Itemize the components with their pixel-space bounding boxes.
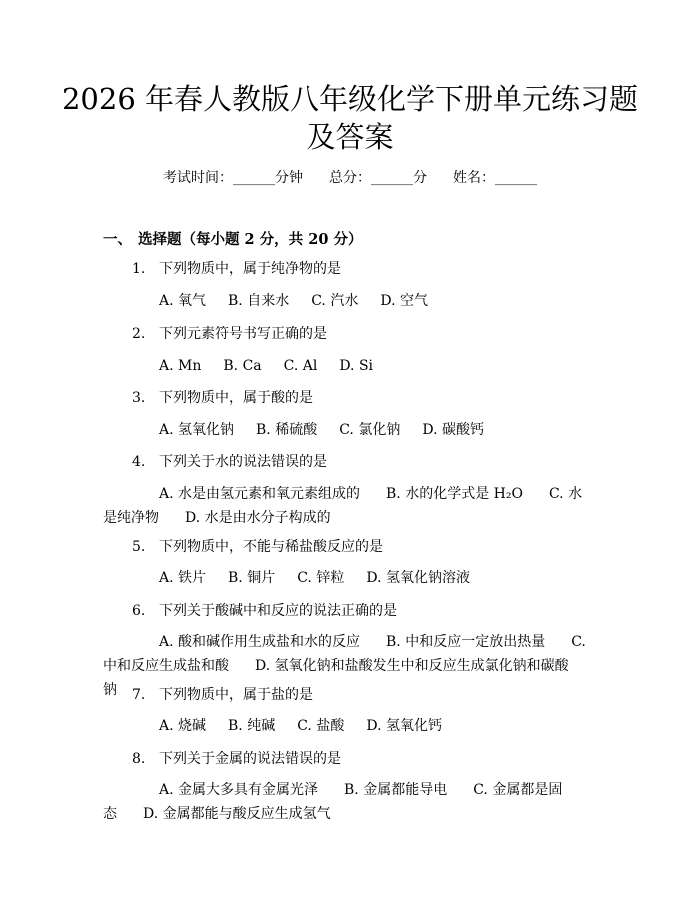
section-number: 一、 (103, 231, 132, 248)
option: D. 碳酸钙 (422, 422, 484, 438)
option: B. Ca (223, 358, 262, 374)
question-options (159, 567, 492, 589)
option: D. 水是由水分子构成的 (185, 510, 331, 526)
option: D. 氢氧化钠溶液 (366, 570, 470, 586)
question-stem (132, 323, 327, 345)
question-stem (132, 600, 397, 622)
question-text: 下列关于酸碱中和反应的说法正确的是 (159, 603, 397, 619)
question-stem (132, 387, 313, 409)
question-stem (132, 536, 383, 558)
question-text: 下列物质中，不能与稀盐酸反应的是 (159, 539, 383, 555)
question-options (159, 290, 450, 312)
option: A. Mn (159, 358, 202, 374)
option: C. Al (283, 358, 318, 374)
option: A. 金属大多具有金属光泽 (159, 782, 319, 798)
option: D. 金属都能与酸反应生成氢气 (143, 806, 331, 822)
question-options (103, 482, 593, 530)
option: C. 中和反应生成盐和酸 (103, 634, 586, 674)
option: C. 盐酸 (297, 718, 345, 734)
question-stem (132, 748, 341, 770)
option: C. 金属都是固态 (103, 782, 563, 822)
question-options (159, 715, 464, 737)
option: B. 纯碱 (228, 718, 276, 734)
question-number: 8. (132, 751, 146, 767)
exam-meta (0, 168, 700, 188)
question-stem (132, 684, 313, 706)
option: A. 烧碱 (159, 718, 207, 734)
question-number: 6. (132, 603, 146, 619)
option: B. 水的化学式是 H₂O (386, 486, 523, 502)
question-text: 下列物质中，属于纯净物的是 (159, 261, 341, 277)
question-text: 下列物质中，属于酸的是 (159, 390, 313, 406)
question-text: 下列元素符号书写正确的是 (159, 326, 327, 342)
question-number: 3. (132, 390, 146, 406)
question-stem (132, 451, 327, 473)
option: C. 氯化钠 (339, 422, 401, 438)
question-number: 7. (132, 687, 146, 703)
option: A. 氧气 (159, 293, 207, 309)
option: A. 氢氧化钠 (159, 422, 235, 438)
section-heading (103, 229, 362, 251)
question-number: 2. (132, 326, 146, 342)
option: D. 空气 (380, 293, 428, 309)
question-text: 下列关于水的说法错误的是 (159, 454, 327, 470)
question-text: 下列物质中，属于盐的是 (159, 687, 313, 703)
exam-time-field: 考试时间：______分钟 (163, 170, 303, 186)
option: C. 锌粒 (297, 570, 345, 586)
question-text: 下列关于金属的说法错误的是 (159, 751, 341, 767)
question-options (159, 355, 395, 377)
option: A. 铁片 (159, 570, 207, 586)
question-options (103, 778, 593, 826)
question-number: 5. (132, 539, 146, 555)
option: C. 汽水 (311, 293, 359, 309)
option: B. 金属都能导电 (344, 782, 448, 798)
option: B. 铜片 (228, 570, 276, 586)
question-options (159, 419, 506, 441)
option: C. 水是纯净物 (103, 486, 583, 526)
exam-score-field: 总分：______分 (329, 170, 427, 186)
option: D. Si (339, 358, 374, 374)
exam-title-line-2: 及答案 (306, 120, 394, 154)
option: D. 氢氧化钙 (366, 718, 442, 734)
option: B. 自来水 (228, 293, 290, 309)
section-title: 选择题（每小题 2 分，共 20 分） (138, 231, 363, 248)
option: A. 水是由氢元素和氧元素组成的 (159, 486, 361, 502)
question-number: 4. (132, 454, 146, 470)
option: B. 稀硫酸 (256, 422, 318, 438)
exam-title-line-1: 2026 年春人教版八年级化学下册单元练习题 (61, 82, 639, 116)
option: B. 中和反应一定放出热量 (386, 634, 546, 650)
exam-name-field: 姓名：______ (453, 170, 537, 186)
question-stem (132, 258, 341, 280)
question-number: 1. (132, 261, 146, 277)
option: D. 氢氧化钠和盐酸发生中和反应生成氯化钠和碳酸钠 (103, 658, 569, 698)
option: A. 酸和碱作用生成盐和水的反应 (159, 634, 361, 650)
